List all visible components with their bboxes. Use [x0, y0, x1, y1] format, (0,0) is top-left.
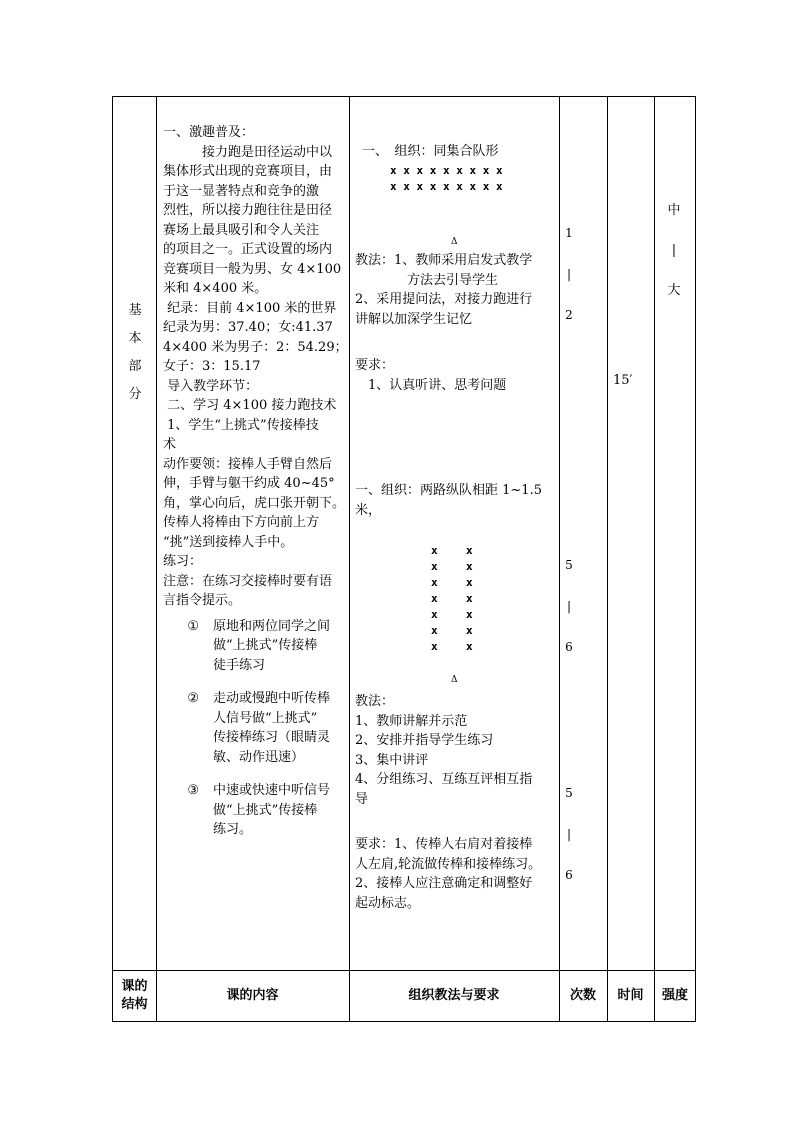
content-line: 言指令提示。 — [163, 593, 242, 608]
content-line: “挑”送到接棒人手中。 — [163, 534, 294, 550]
exercise-line: 敏、动作迅速） — [213, 749, 305, 765]
teaching-method-1 — [355, 251, 532, 329]
intensity-value: | — [671, 243, 677, 258]
exercise-line: 人信号做“上挑式” — [213, 710, 318, 726]
teaching-line: 3、集中讲评 — [355, 752, 429, 768]
footer-content: 课的内容 — [226, 988, 279, 1003]
count-group-1 — [559, 213, 579, 336]
content-line: 动作要领：接棒人手臂自然后 — [163, 456, 333, 472]
column-divider — [349, 97, 350, 1021]
lesson-plan-table — [112, 96, 696, 1022]
exercise-line: 徒手练习 — [213, 657, 266, 673]
intensity-value: 中 — [667, 203, 681, 218]
organization-2 — [355, 481, 542, 520]
content-line: 一、激趣普及： — [163, 125, 255, 140]
requirement-1 — [355, 356, 506, 395]
exercise-line: 做“上挑式”传接棒 — [213, 802, 318, 818]
teaching-line: 2、安排并指导学生练习 — [355, 733, 494, 748]
exercise-line: 原地和两位同学之间 — [213, 618, 331, 634]
count-value: 6 — [565, 868, 573, 882]
content-line: 传棒人将棒由下方向前上方 — [163, 515, 320, 530]
exercise-line: 走动或慢跑中听传棒 — [213, 691, 331, 706]
duration: 15′ — [613, 373, 633, 388]
exercise-text — [213, 781, 330, 840]
content-line: 集体形式出现的竞赛项目，由 — [163, 164, 333, 179]
exercise-line: 做“上挑式”传接棒 — [213, 638, 318, 653]
organization-line: 米， — [355, 502, 382, 518]
student-marker: x — [431, 592, 438, 605]
exercise-text — [213, 617, 330, 676]
footer-intensity: 强度 — [661, 988, 688, 1003]
exercise-text — [213, 689, 330, 767]
teaching-line: 2、采用提问法，对接力跑进行 — [355, 292, 533, 307]
exercise-line: 中速或快速中听信号 — [213, 783, 331, 798]
count-group-3 — [559, 773, 579, 896]
teaching-line: 导 — [355, 791, 369, 807]
exercise-number: ② — [187, 691, 199, 706]
student-marker: x — [431, 560, 438, 573]
teacher-marker-2: Δ — [451, 675, 458, 685]
student-marker: x — [431, 624, 438, 637]
section-label-char: 基 — [128, 303, 142, 318]
footer-time: 时间 — [617, 988, 644, 1003]
teaching-line: 教法：1、教师采用启发式教学 — [355, 253, 533, 268]
section-label-char: 部 — [128, 359, 142, 374]
exercise-item — [163, 617, 347, 676]
formation-row: x x x x x x x x x — [390, 180, 503, 193]
requirement-line: 起动标志。 — [355, 895, 421, 911]
requirement-line: 要求：1、传棒人右肩对着接棒 — [355, 837, 533, 852]
intensity — [659, 191, 689, 311]
exercise-item — [163, 689, 347, 767]
content-line: 纪录为男：37.40；女:41.37 — [163, 320, 333, 335]
content-line: 米和 4×400 米。 — [163, 281, 268, 296]
section-label-char: 分 — [128, 387, 142, 402]
content-line: 注意：在练习交接棒时要有语 — [163, 573, 333, 589]
content-line: 赛场上最具吸引和令人关注 — [163, 222, 320, 238]
formation-rows — [390, 163, 503, 195]
count-value: 2 — [565, 308, 573, 322]
content-lines — [163, 123, 347, 611]
section-label — [127, 297, 143, 409]
content-line: 女子：3：15.17 — [163, 359, 261, 374]
student-marker: x — [466, 560, 473, 573]
content-line: 术 — [163, 437, 177, 452]
count-value: | — [566, 267, 572, 281]
count-value: 5 — [565, 786, 573, 800]
requirement-line: 1、认真听讲、思考问题 — [355, 377, 507, 393]
content-line: 于这一显著特点和竞争的激 — [163, 183, 320, 199]
content-line: 4×400 米为男子：2：54.29； — [163, 339, 348, 355]
student-marker: x — [431, 608, 438, 621]
section-label-char: 本 — [128, 331, 142, 346]
student-marker: x — [466, 544, 473, 557]
column-formation-right — [466, 543, 473, 655]
requirement-line: 人左肩,轮流做传棒和接棒练习。 — [355, 856, 542, 872]
organization-line: 一、组织：两路纵队相距 1~1.5 — [355, 483, 542, 498]
count-group-2 — [559, 545, 579, 668]
count-value: | — [566, 827, 572, 841]
student-marker: x — [466, 608, 473, 621]
intensity-value: 大 — [667, 283, 681, 298]
content-line: 1、学生“上挑式”传接棒技 — [163, 417, 319, 433]
content-line: 二、学习 4×100 接力跑技术 — [163, 398, 337, 413]
count-value: 5 — [565, 558, 573, 572]
content-line: 导入教学环节： — [163, 378, 259, 394]
column-divider — [156, 97, 157, 1021]
exercise-item — [163, 781, 347, 840]
content-cell — [163, 123, 347, 854]
requirement-2 — [355, 835, 541, 913]
student-marker: x — [431, 544, 438, 557]
exercise-number: ③ — [187, 783, 199, 798]
content-line: 竞赛项目一般为男、女 4×100 — [163, 261, 342, 277]
student-marker: x — [466, 576, 473, 589]
teaching-line: 方法去引导学生 — [355, 272, 499, 288]
student-marker: x — [466, 640, 473, 653]
count-value: 1 — [565, 226, 573, 240]
column-divider — [607, 97, 608, 1021]
column-divider — [654, 97, 655, 1021]
organization-1: 一、 组织：同集合队形 — [362, 144, 499, 159]
teaching-method-2 — [355, 692, 532, 809]
footer-count: 次数 — [569, 988, 596, 1003]
exercise-list — [163, 617, 347, 840]
count-value: | — [566, 599, 572, 613]
exercise-number: ① — [187, 618, 199, 634]
content-line: 练习： — [163, 554, 203, 569]
formation-row: x x x x x x x x x — [390, 164, 503, 177]
exercise-line: 练习。 — [213, 822, 253, 837]
footer-method: 组织教法与要求 — [408, 988, 500, 1003]
content-line: 接力跑是田径运动中以 — [163, 144, 333, 160]
count-value: 6 — [565, 640, 573, 654]
column-formation-left — [431, 543, 438, 655]
teacher-marker: Δ — [451, 237, 458, 247]
content-line: 角，掌心向后，虎口张开朝下。 — [163, 495, 346, 511]
student-marker: x — [466, 624, 473, 637]
student-marker: x — [431, 576, 438, 589]
content-line: 伸，手臂与躯干约成 40~45° — [163, 476, 335, 491]
teaching-line: 1、教师讲解并示范 — [355, 713, 468, 729]
student-marker: x — [466, 592, 473, 605]
student-marker: x — [431, 640, 438, 653]
teaching-line: 教法： — [355, 694, 395, 709]
requirement-line: 2、接棒人应注意确定和调整好 — [355, 876, 533, 891]
footer-structure — [113, 971, 156, 1021]
teaching-line: 讲解以加深学生记忆 — [355, 311, 473, 327]
footer-structure-line: 结构 — [121, 997, 148, 1012]
content-line: 纪录：目前 4×100 米的世界 — [163, 300, 337, 316]
footer-structure-line: 课的 — [121, 979, 148, 994]
exercise-line: 传接棒练习（眼睛灵 — [213, 730, 331, 745]
content-line: 的项目之一。正式设置的场内 — [163, 242, 333, 257]
footer-structure-text — [121, 978, 149, 1014]
requirement-line: 要求： — [355, 358, 395, 373]
teaching-line: 4、分组练习、互练互评相互指 — [355, 772, 533, 787]
content-line: 烈性，所以接力跑往往是田径 — [163, 203, 333, 218]
